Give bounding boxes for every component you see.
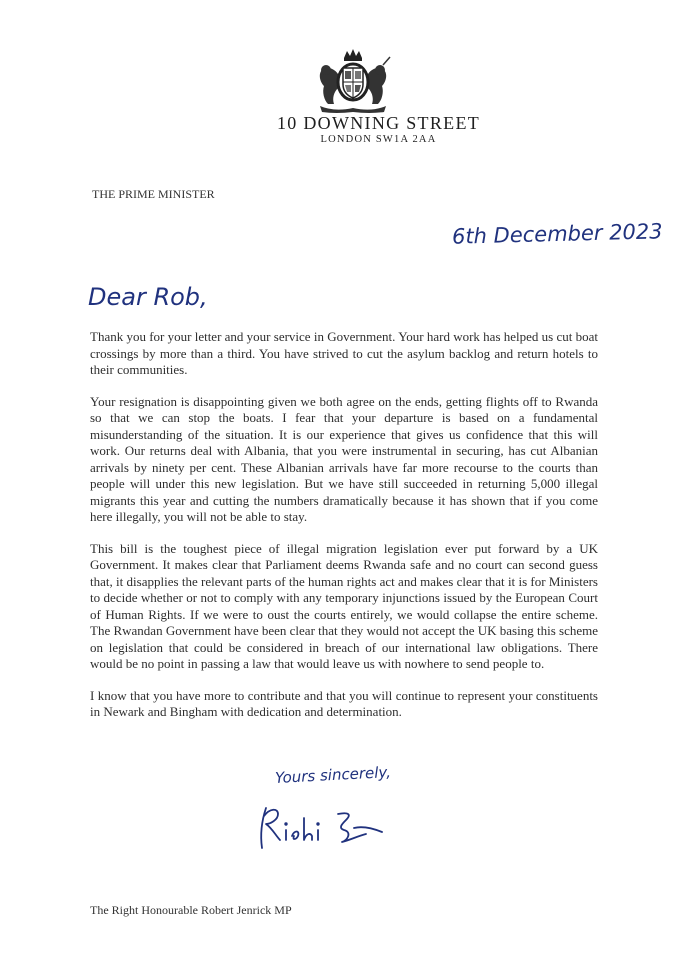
paragraph-4: I know that you have more to contribute and that you will continue to represent your constituents in Newark and Bingham with dedication and determination. [90,687,598,719]
royal-coat-of-arms-icon [314,48,392,114]
paragraph-1: Thank you for your letter and your service in Government. Your hard work has helped us cut boat crossings by more than a third. You have strived to cut the asylum backlog and return hotels to their communities. [90,329,598,377]
sender-title: THE PRIME MINISTER [92,187,215,201]
address-street: 10 DOWNING STREET [276,113,481,133]
recipient-name: The Right Honourable Robert Jenrick MP [90,903,292,917]
letter-body [90,329,598,736]
paragraph-2: Your resignation is disappointing given we both agree on the ends, getting flights off to Rwanda so that we can stop the boats. I fear that your departure is based on a fundamental misunderstanding of the situation. It is our experience that gives us confidence that this will work. Our returns deal with Albania, that you were instrumental in securing, has cut Albanian arrivals by ninety per cent. These Albanian arrivals have far more recourse to the courts than people will under this new legislation. But we have still succeeded in returning 5,000 illegal migrants this year and cutting the numbers dramatically because it has shown that if you come here illegally, you will not be able to stay. [90,393,598,524]
handwritten-salutation: Dear Rob, [88,283,208,311]
paragraph-3: This bill is the toughest piece of illegal migration legislation ever put forward by a UK Government. It makes clear that Parliament deems Rwanda safe and no court can second guess that, it disapplies the relevant parts of the human rights act and makes clear that it is for Ministers to decide whether or not to comply with any temporary injunctions issued by the European Court of Human Rights. If we were to oust the courts entirely, we would collapse the entire scheme. The Rwandan Government have been clear that they would not accept the UK basing this scheme on legislation that could be considered in breach of our international law obligations. There would be no point in passing a law that would leave us with nowhere to send people to. [90,540,598,671]
address-city-postcode: LONDON SW1A 2AA [320,134,437,145]
handwritten-date: 6th December 2023 [451,219,663,249]
handwritten-signoff: Yours sincerely, [274,762,392,788]
handwritten-signature-icon [254,800,394,852]
